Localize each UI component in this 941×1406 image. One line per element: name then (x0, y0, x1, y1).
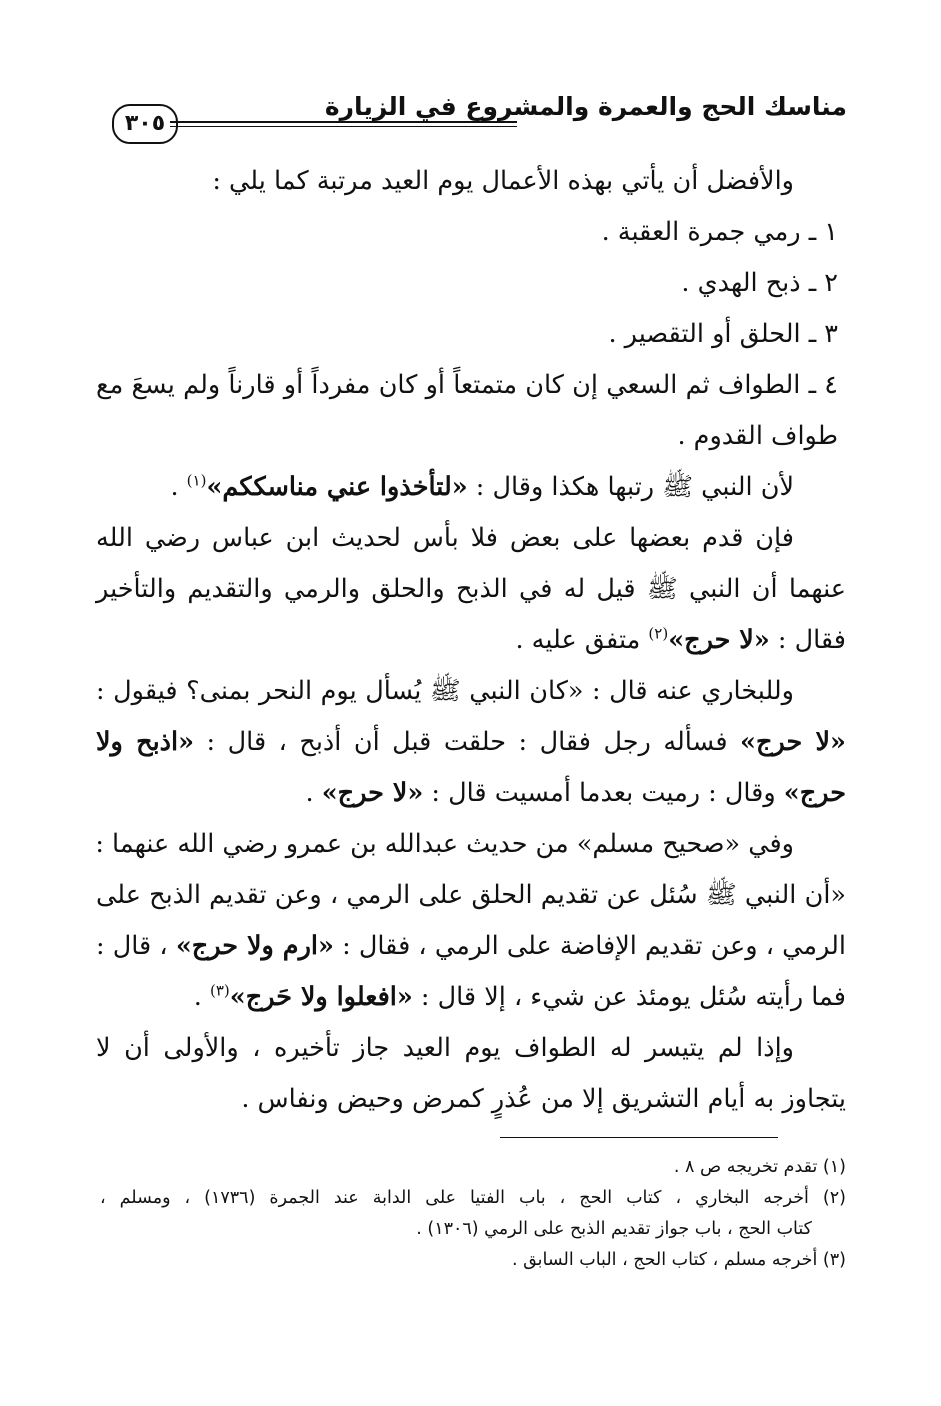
header-rule-thin (170, 126, 517, 127)
header-rule (170, 121, 517, 123)
text-span: وفي «صحيح مسلم» من حديث عبدالله بن عمرو رضي الله عنهما : (95, 829, 794, 859)
text-span: فإن قدم بعضها على بعض فلا بأس لحديث ابن عباس رضي الله (96, 523, 794, 553)
text-span: ١ ـ رمي جمرة العقبة . (601, 217, 838, 247)
footnote-3: (٣) أخرجه مسلم ، كتاب الحج ، الباب السابق . (511, 1250, 846, 1270)
text-span: وإذا لم يتيسر له الطواف يوم العيد جاز تأخيره ، والأولى أن لا (96, 1033, 794, 1063)
text-span: يتجاوز به أيام التشريق إلا من عُذرٍ كمرض وحيض ونفاس . (241, 1084, 846, 1114)
text-span: فما رأيته سُئل يومئذ عن شيء ، إلا قال : (412, 982, 846, 1012)
paragraph-line (96, 1074, 846, 1125)
hadith-quote: حرج» (783, 778, 846, 808)
text-span: . (305, 778, 322, 808)
text-span: ٣ ـ الحلق أو التقصير . (608, 319, 838, 349)
hadith-quote: «ارم ولا حرج» (175, 931, 334, 961)
footnote-ref-3[interactable]: (٣) (209, 981, 230, 1000)
paragraph-line (96, 972, 846, 1023)
paragraph-line (96, 462, 846, 513)
text-span: الرمي ، وعن تقديم الإفاضة على الرمي ، فقال : (333, 931, 846, 961)
footnote-2-continuation: كتاب الحج ، باب جواز تقديم الذبح على الرمي (١٣٠٦) . (416, 1219, 812, 1239)
list-item (96, 207, 846, 258)
text-span: وقال : رميت بعدما أمسيت قال : (423, 778, 784, 808)
text-span: لأن النبي ﷺ رتبها هكذا وقال : (467, 472, 794, 502)
footnote-ref-1[interactable]: (١) (186, 471, 207, 490)
hadith-quote: «اذبح ولا (96, 727, 195, 757)
paragraph-line (96, 564, 846, 615)
text-span: ٢ ـ ذبح الهدي . (681, 268, 838, 298)
paragraph-line (96, 615, 846, 666)
paragraph-line (96, 921, 846, 972)
text-span: ٤ ـ الطواف ثم السعي إن كان متمتعاً أو كان مفرداً أو قارناً ولم يسعَ مع (96, 370, 838, 400)
hadith-quote: «لا حرج» (321, 778, 424, 808)
text-span: . (193, 982, 210, 1012)
paragraph-line (96, 819, 846, 870)
list-item (96, 258, 846, 309)
footnote-separator (500, 1137, 778, 1138)
paragraph-line (96, 717, 846, 768)
text-span: «أن النبي ﷺ سُئل عن تقديم الحلق على الرمي ، وعن تقديم الذبح على (96, 880, 846, 910)
paragraph-line (96, 666, 846, 717)
text-span: متفق عليه . (515, 625, 649, 655)
text-span: . (170, 472, 187, 502)
paragraph-line (96, 768, 846, 819)
paragraph-line (96, 870, 846, 921)
footnote-2: (٢) أخرجه البخاري ، كتاب الحج ، باب الفتيا على الدابة عند الجمرة (١٧٣٦) ، ومسلم ، (100, 1188, 846, 1208)
text-span: فسأله رجل فقال : حلقت قبل أن أذبح ، قال : (194, 727, 741, 757)
running-header (112, 84, 847, 144)
hadith-quote: «لا حرج» (740, 727, 846, 757)
paragraph-line (96, 156, 846, 207)
page-number: ٣٠٥ (112, 104, 178, 144)
hadith-quote: «لتأخذوا عني مناسككم» (206, 472, 468, 502)
paragraph-line (96, 1023, 846, 1074)
main-text (96, 156, 846, 1125)
text-span: طواف القدوم . (677, 421, 838, 451)
list-item (96, 309, 846, 360)
paragraph-line (96, 513, 846, 564)
text-span: فقال : (769, 625, 846, 655)
text-span: والأفضل أن يأتي بهذه الأعمال يوم العيد مرتبة كما يلي : (212, 166, 794, 196)
hadith-quote: «لا حرج» (668, 625, 770, 655)
footnotes (100, 1152, 846, 1276)
list-item (96, 360, 846, 411)
hadith-quote: «افعلوا ولا حَرج» (229, 982, 413, 1012)
footnote-1: (١) تقدم تخريجه ص ٨ . (673, 1157, 846, 1177)
running-header-title: مناسك الحج والعمرة والمشروع في الزيارة (324, 92, 847, 121)
text-span: وللبخاري عنه قال : «كان النبي ﷺ يُسأل يوم النحر بمنى؟ فيقول : (96, 676, 794, 706)
list-item-continuation (96, 411, 846, 462)
text-span: عنهما أن النبي ﷺ قيل له في الذبح والحلق والرمي والتقديم والتأخير (96, 574, 846, 604)
text-span: ، قال : (96, 931, 176, 961)
footnote-ref-2[interactable]: (٢) (648, 624, 669, 643)
